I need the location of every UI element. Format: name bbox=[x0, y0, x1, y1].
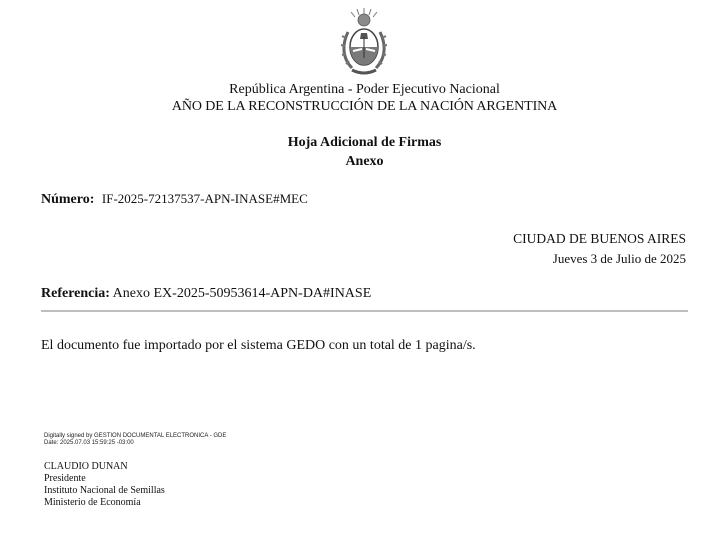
reference-label: Referencia: bbox=[41, 286, 110, 301]
digital-signature-stamp bbox=[44, 433, 226, 447]
document-body: El documento fue importado por el sistema GEDO con un total de 1 pagina/s. bbox=[41, 338, 476, 353]
number-value: IF-2025-72137537-APN-INASE#MEC bbox=[101, 191, 308, 206]
divider bbox=[41, 310, 688, 312]
header-institution: República Argentina - Poder Ejecutivo Nacional bbox=[229, 82, 500, 97]
signer-ministry: Ministerio de Economía bbox=[44, 497, 141, 508]
signer-block bbox=[44, 461, 165, 509]
number-label: Número: bbox=[41, 192, 95, 207]
document-date: Jueves 3 de Julio de 2025 bbox=[552, 251, 686, 266]
document-title: Hoja Adicional de Firmas bbox=[287, 135, 442, 150]
digital-signature-line: Digitally signed by GESTION DOCUMENTAL ELECTRONICA - GDE bbox=[44, 433, 227, 439]
document-number bbox=[41, 191, 308, 208]
digital-signature-date: Date: 2025.07.03 15:59:25 -03:00 bbox=[44, 440, 134, 446]
document-subtitle: Anexo bbox=[345, 154, 384, 169]
header-year-motto: AÑO DE LA RECONSTRUCCIÓN DE LA NACIÓN ARGENTINA bbox=[171, 99, 558, 114]
signer-role: Presidente bbox=[44, 473, 86, 484]
signer-organization: Instituto Nacional de Semillas bbox=[44, 485, 165, 496]
reference-value: Anexo EX-2025-50953614-APN-DA#INASE bbox=[112, 286, 372, 301]
signer-name: CLAUDIO DUNAN bbox=[44, 461, 128, 472]
document-city: CIUDAD DE BUENOS AIRES bbox=[513, 231, 686, 246]
coat-of-arms-seal bbox=[338, 6, 390, 80]
document-reference bbox=[41, 286, 371, 302]
